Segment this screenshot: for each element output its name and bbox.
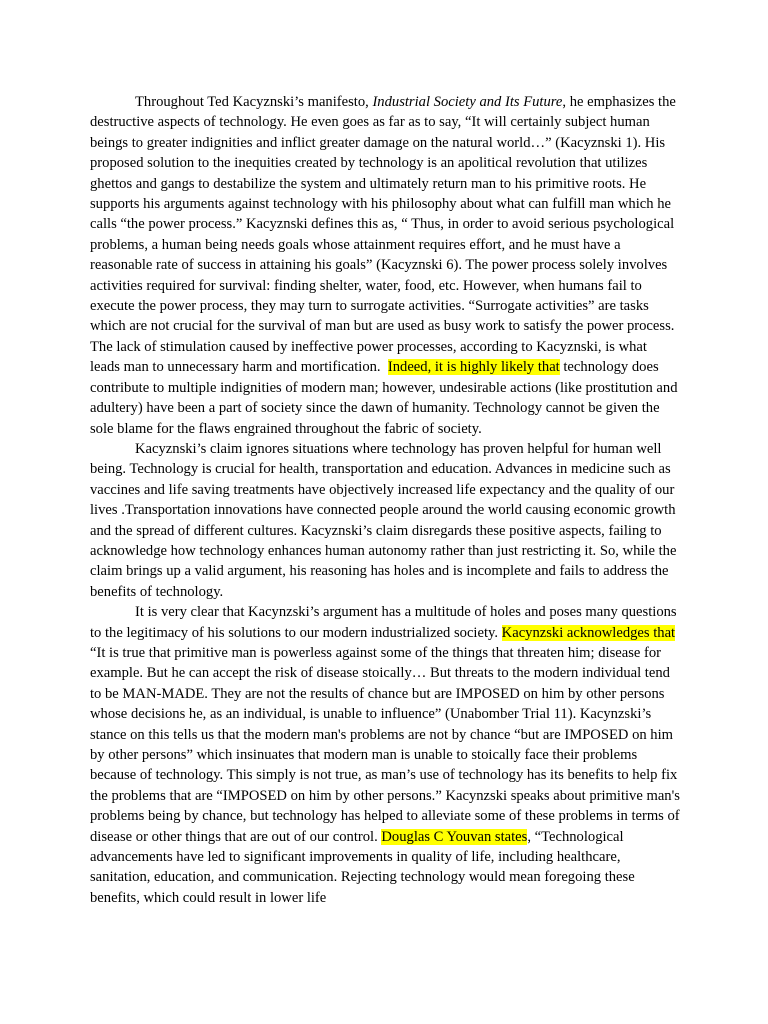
italic-title: Industrial Society and Its Future — [372, 94, 563, 110]
paragraph-1 — [90, 92, 680, 439]
text-segment: Kacyznski’s claim ignores situations where technology has proven helpful for human well being. Technology is crucial for health, transportation and education. Advances in medicine such as vaccines and life saving treatments have objectively increased life expectancy and the quality of our lives .Transportation innovations have connected people around the world causing economic growth and the spread of different cultures. Kacyznski’s claim disregards these positive aspects, failing to acknowledge how technology enhances human autonomy rather than just restricting it. So, while the claim brings up a valid argument, his reasoning has holes and is incomplete and fails to address the benefits of technology. — [90, 440, 677, 600]
text-segment: “It is true that primitive man is powerless against some of the things that threaten him; disease for example. But he can accept the risk of disease stoically… But threats to the modern individual tend to be MAN-MADE. They are not the results of chance but are IMPOSED on him by other persons whose decisions he, as an individual, is unable to influence” (Unabomber Trial 11). Kacynzski’s stance on this tells us that the modern man's problems are not by chance “but are IMPOSED on him by other persons” which insinuates that modern man is unable to stoically face their problems because of technology. This simply is not true, as man’s use of technology has its benefits to help fix the problems that are “IMPOSED on him by other persons.” Kacynzski speaks about primitive man's problems being by chance, but technology has helped to alleviate some of these problems in terms of disease or other things that are out of our control. — [90, 644, 680, 845]
text-segment: Throughout Ted Kacyznski’s manifesto, — [135, 94, 373, 110]
text-segment: , he emphasizes the destructive aspects of technology. He even goes as far as to say, “It will certainly subject human beings to greater indignities and inflict greater damage on the natural world…” (Kacyznski 1). His proposed solution to the inequities created by technology is an apolitical revolution that utilizes ghettos and gangs to destabilize the system and ultimately return man to his primitive roots. He supports his arguments against technology with his philosophy about what can fulfill man which he calls “the power process.” Kacyznski defines this as, “ Thus, in order to avoid serious psychological problems, a human being needs goals whose attainment requires effort, and he must have a reasonable rate of success in attaining his goals” (Kacyznski 6). The power process solely involves activities required for survival: finding shelter, water, food, etc. However, when humans fail to execute the power process, they may turn to surrogate activities. “Surrogate activities” are tasks which are not crucial for the survival of man but are used as busy work to satisfy the power process. The lack of stimulation caused by ineffective power processes, according to Kacyznski, is what leads man to unnecessary harm and mortification. — [90, 94, 676, 376]
paragraph-3 — [90, 602, 680, 908]
text-segment: , “Technological advancements have led to significant improvements in quality of life, including healthcare, sanitation, education, and communication. Rejecting technology would mean foregoing these benefits, which could result in lower life — [90, 828, 635, 906]
paragraph-2 — [90, 439, 680, 602]
highlighted-phrase: Kacynzski acknowledges that — [501, 624, 676, 641]
text-segment: technology does contribute to multiple indignities of modern man; however, undesirable actions (like prostitution and adultery) have been a part of society since the dawn of humanity. Technology cannot be given the sole blame for the flaws engrained throughout the fabric of society. — [90, 359, 678, 437]
document-body — [90, 92, 680, 908]
highlighted-phrase: Indeed, it is highly likely that — [387, 359, 560, 376]
highlighted-phrase: Douglas C Youvan states — [381, 828, 528, 845]
text-segment: It is very clear that Kacynzski’s argument has a multitude of holes and poses many questions to the legitimacy of his solutions to our modern industrialized society. — [90, 604, 677, 641]
